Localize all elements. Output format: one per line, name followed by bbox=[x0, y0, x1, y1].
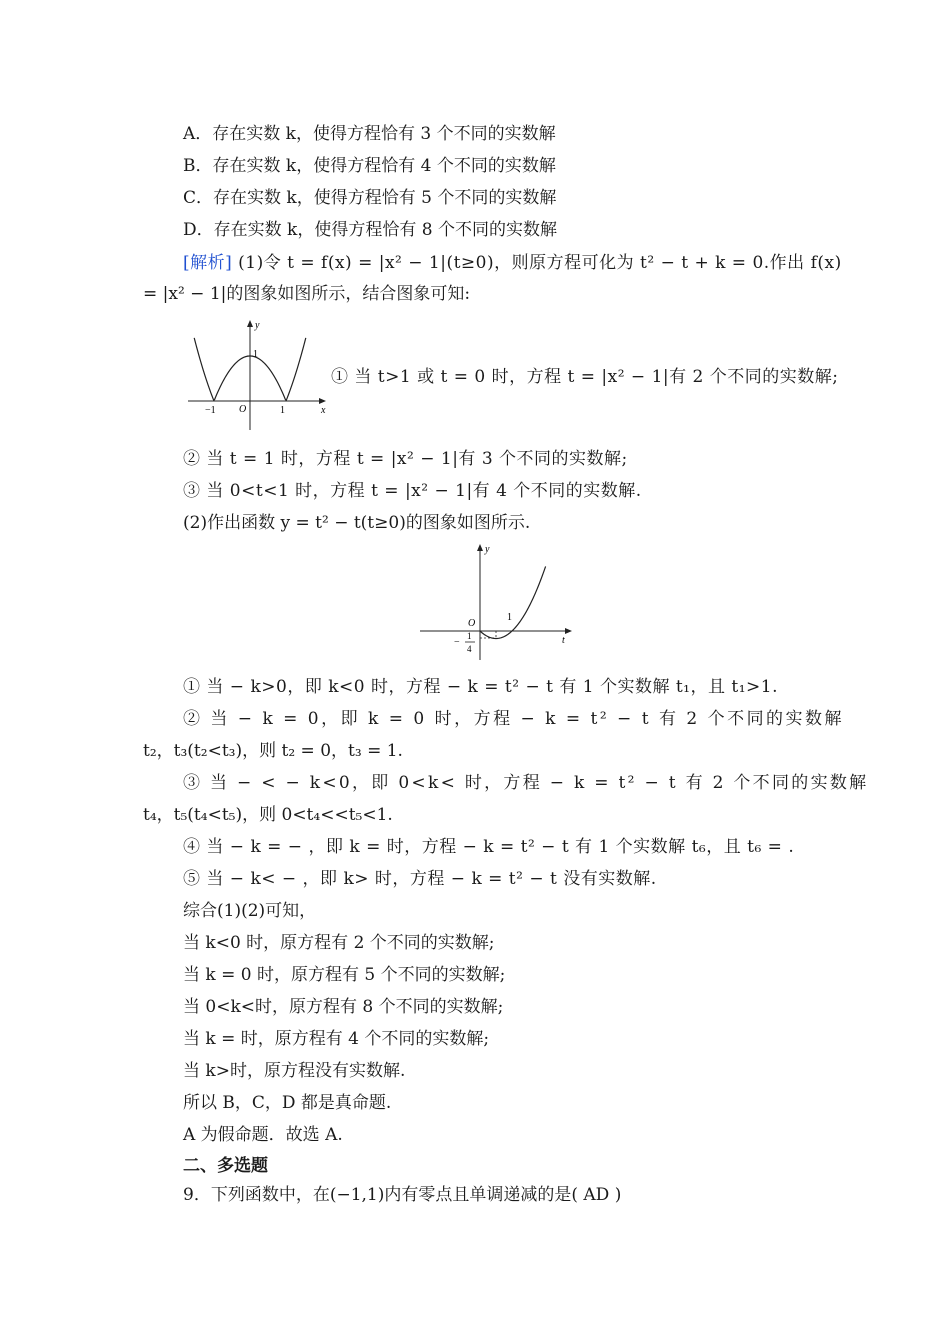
summary-line-4: 当 0<k<时，原方程有 8 个不同的实数解; bbox=[183, 997, 504, 1017]
summary-line-6: 当 k>时，原方程没有实数解. bbox=[183, 1061, 406, 1081]
graph-quadratic bbox=[418, 542, 578, 662]
graph1-tick-pos1: 1 bbox=[280, 405, 285, 416]
graph2-y-label: y bbox=[485, 544, 490, 555]
option-c: C．存在实数 k，使得方程恰有 5 个不同的实数解 bbox=[183, 188, 557, 208]
summary-line-3: 当 k = 0 时，原方程有 5 个不同的实数解; bbox=[183, 965, 506, 985]
graph1-x-label: x bbox=[321, 405, 326, 416]
case2-line-6: ④ 当 − k = − ，即 k = 时，方程 − k = t² − t 有 1 个实数解 t₆，且 t₆ = . bbox=[183, 837, 795, 857]
case2-line-1: ① 当 − k>0，即 k<0 时，方程 − k = t² − t 有 1 个实数解 t₁，且 t₁>1. bbox=[183, 677, 779, 697]
case1-line-3: ③ 当 0<t<1 时，方程 t = |x² − 1|有 4 个不同的实数解. bbox=[183, 481, 642, 501]
graph2-tick-1: 1 bbox=[507, 612, 512, 623]
section-title: 二、多选题 bbox=[183, 1156, 268, 1176]
case2-line-4: ③ 当 − < − k<0，即 0<k< 时，方程 − k = t² − t 有 2 个不同的实数解 bbox=[183, 773, 869, 793]
graph1-tick-neg1: −1 bbox=[205, 405, 216, 416]
case2-line-5: t₄，t₅(t₄<t₅)，则 0<t₄<<t₅<1. bbox=[143, 805, 393, 825]
graph1-tick-y1: 1 bbox=[253, 349, 258, 360]
graph-abs-parabola bbox=[183, 318, 333, 433]
graph1-origin: O bbox=[239, 404, 247, 415]
summary-line-2: 当 k<0 时，原方程有 2 个不同的实数解; bbox=[183, 933, 495, 953]
graph2-tick-neg: − bbox=[454, 637, 460, 648]
question-9: 9．下列函数中，在(−1,1)内有零点且单调递减的是( AD ) bbox=[183, 1185, 622, 1205]
graph2-frac-den: 4 bbox=[467, 644, 472, 654]
part2-intro: (2)作出函数 y = t² − t(t≥0)的图象如图所示. bbox=[183, 513, 531, 533]
graph1-y-label: y bbox=[255, 320, 260, 331]
summary-line-7: 所以 B，C，D 都是真命题. bbox=[183, 1093, 392, 1113]
graph2-x-label: t bbox=[562, 635, 565, 646]
case2-line-7: ⑤ 当 − k< − ，即 k> 时，方程 − k = t² − t 没有实数解. bbox=[183, 869, 657, 889]
option-a: A．存在实数 k，使得方程恰有 3 个不同的实数解 bbox=[183, 124, 556, 144]
quadratic-curve bbox=[480, 566, 546, 638]
analysis-line-2: = |x² − 1|的图象如图所示，结合图象可知: bbox=[143, 284, 471, 304]
summary-line-5: 当 k = 时，原方程有 4 个不同的实数解; bbox=[183, 1029, 490, 1049]
analysis-tag: [解析] bbox=[183, 253, 233, 273]
graph2-frac-num: 1 bbox=[467, 631, 472, 641]
analysis-line-1 bbox=[183, 252, 842, 274]
option-b: B．存在实数 k，使得方程恰有 4 个不同的实数解 bbox=[183, 156, 556, 176]
case2-line-2: ② 当 − k = 0，即 k = 0 时，方程 − k = t² − t 有 2 个不同的实数解 bbox=[183, 709, 845, 729]
option-d: D．存在实数 k，使得方程恰有 8 个不同的实数解 bbox=[183, 220, 557, 240]
summary-line-1: 综合(1)(2)可知， bbox=[183, 901, 317, 921]
analysis-text-1: (1)令 t = f(x) = |x² − 1|(t≥0)，则原方程可化为 t² − t + k = 0.作出 f(x) bbox=[232, 253, 842, 273]
case1-line-2: ② 当 t = 1 时，方程 t = |x² − 1|有 3 个不同的实数解; bbox=[183, 449, 628, 469]
case2-line-3: t₂，t₃(t₂<t₃)，则 t₂ = 0，t₃ = 1. bbox=[143, 741, 403, 761]
summary-line-8: A 为假命题．故选 A. bbox=[183, 1125, 343, 1145]
graph2-origin: O bbox=[468, 618, 476, 629]
case1-line-1: ① 当 t>1 或 t = 0 时，方程 t = |x² − 1|有 2 个不同的实数解; bbox=[331, 367, 839, 387]
